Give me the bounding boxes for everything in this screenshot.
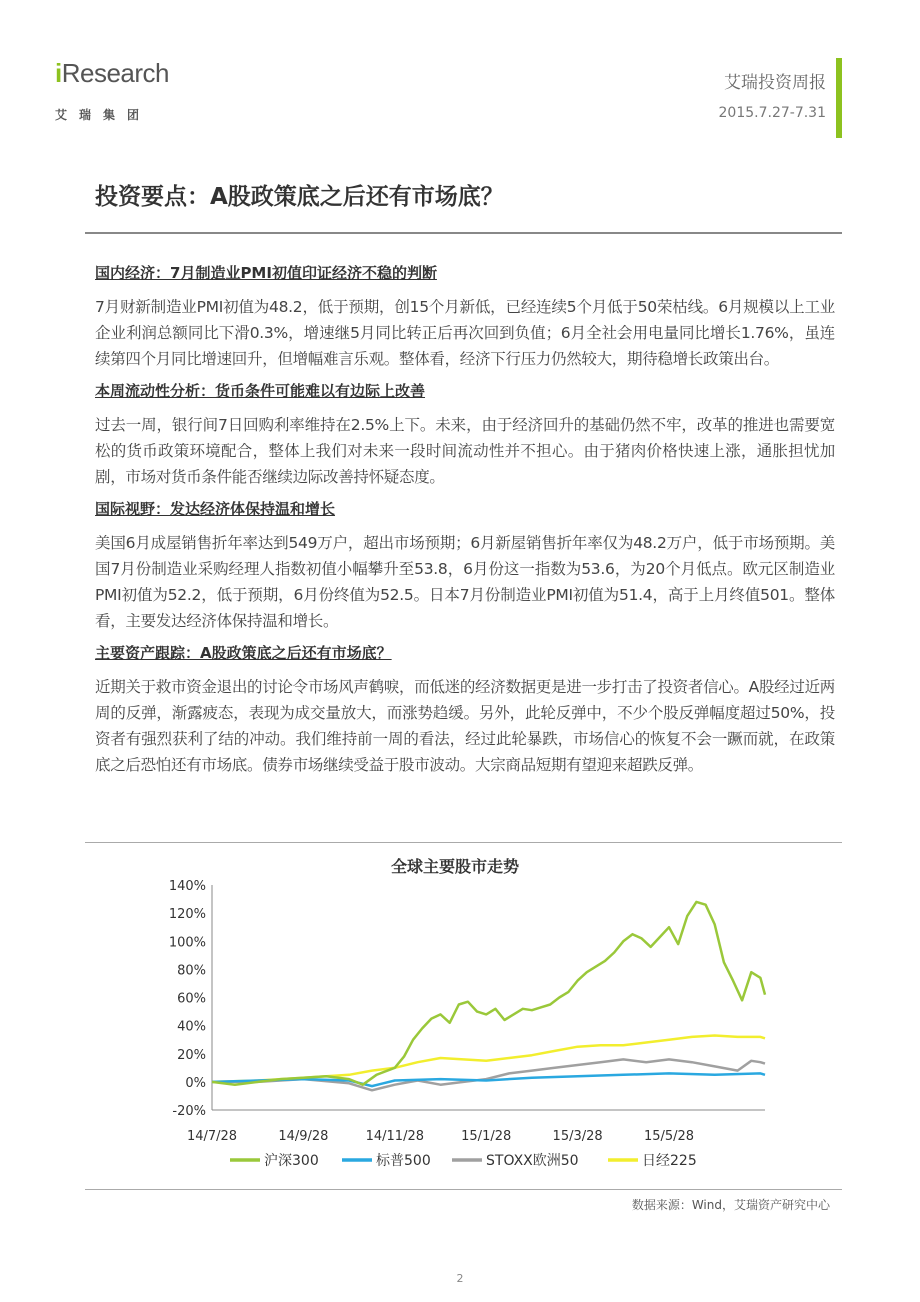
section-heading-international: 国际视野：发达经济体保持温和增长 [95, 500, 336, 518]
page-title: 投资要点：A股政策底之后还有市场底？ [95, 184, 504, 210]
x-tick-label: 14/7/28 [186, 1129, 238, 1144]
y-tick-label: -20% [172, 1104, 206, 1119]
chart-bottom-divider [85, 1189, 842, 1190]
series-line-标普500 [212, 1073, 765, 1086]
section-heading-liquidity: 本周流动性分析：货币条件可能难以有边际上改善 [95, 382, 426, 400]
section-heading-domestic: 国内经济：7月制造业PMI初值印证经济不稳的判断 [95, 264, 437, 282]
y-tick-label: 0% [185, 1075, 206, 1091]
legend-label: 日经225 [642, 1153, 697, 1169]
legend-label: 标普500 [376, 1153, 431, 1169]
section-body-liquidity: 过去一周，银行间7日回购利率维持在2.5%上下。未来，由于经济回升的基础仍然不牢，改革的推进也需要宽松的货币政策环境配合，整体上我们对未来一段时间流动性并不担心。由于猪肉价格快速上涨，通胀担忧加剧，市场对货币条件能否继续边际改善持怀疑态度。 [95, 416, 835, 486]
iresearch-logo [55, 58, 185, 128]
logo-wordmark: iResearch [55, 58, 170, 88]
chart-svg [150, 840, 850, 1190]
chart-title: 全球主要股市走势 [390, 857, 520, 876]
y-tick-label: 100% [168, 935, 206, 951]
x-tick-label: 15/3/28 [552, 1129, 603, 1144]
data-source: 数据来源：Wind，艾瑞资产研究中心 [631, 1198, 830, 1212]
y-tick-label: 80% [177, 963, 206, 979]
section-body-international: 美国6月成屋销售折年率达到549万户，超出市场预期；6月新屋销售折年率仅为48.2万户，低于市场预期。美国7月份制造业采购经理人指数初值小幅攀升至53.8，6月份这一指数为53.6，为20个月低点。欧元区制造业PMI初值为52.2，低于预期，6月份终值为52.5。日本7月份制造业PMI初值为51.4，高于上月终值501。整体看，主要发达经济体保持温和增长。 [95, 534, 835, 630]
x-tick-label: 15/1/28 [461, 1129, 512, 1144]
legend-label: STOXX欧洲50 [486, 1153, 579, 1169]
content [95, 262, 835, 786]
y-tick-label: 60% [177, 991, 206, 1007]
y-tick-label: 120% [168, 907, 206, 923]
x-tick-label: 14/9/28 [278, 1129, 329, 1144]
x-tick-label: 14/11/28 [365, 1129, 425, 1144]
report-date: 2015.7.27-7.31 [718, 105, 826, 121]
section-body-assets: 近期关于救市资金退出的讨论令市场风声鹤唳，而低迷的经济数据更是进一步打击了投资者信心。A股经过近两周的反弹，渐露疲态，表现为成交量放大，而涨势趋缓。另外，此轮反弹中，不少个股反弹幅度超过50%，投资者有强烈获利了结的冲动。我们维持前一周的看法，经过此轮暴跌，市场信心的恢复不会一蹶而就，在政策底之后恐怕还有市场底。债券市场继续受益于股市波动。大宗商品短期有望迎来超跌反弹。 [95, 678, 835, 774]
section-body-domestic: 7月财新制造业PMI初值为48.2，低于预期，创15个月新低，已经连续5个月低于50荣枯线。6月规模以上工业企业利润总额同比下滑0.3%，增速继5月同比转正后再次回到负值；6月全社会用电量同比增长1.76%，虽连续第四个月同比增速回升，但增幅难言乐观。整体看，经济下行压力仍然较大，期待稳增长政策出台。 [95, 298, 835, 368]
legend-label: 沪深300 [264, 1153, 319, 1169]
stock-chart [150, 840, 850, 1190]
logo-subtitle: 艾瑞集团 [55, 108, 152, 122]
y-tick-label: 140% [168, 879, 206, 894]
title-divider [85, 232, 842, 234]
section-heading-assets: 主要资产跟踪：A股政策底之后还有市场底？ [95, 644, 392, 662]
page-number: 2 [456, 1272, 464, 1285]
x-tick-label: 15/5/28 [643, 1129, 695, 1144]
y-tick-label: 20% [177, 1047, 206, 1063]
series-line-沪深300 [212, 902, 765, 1085]
y-tick-label: 40% [177, 1019, 206, 1035]
report-title: 艾瑞投资周报 [724, 73, 826, 93]
header-accent-bar [836, 58, 842, 138]
